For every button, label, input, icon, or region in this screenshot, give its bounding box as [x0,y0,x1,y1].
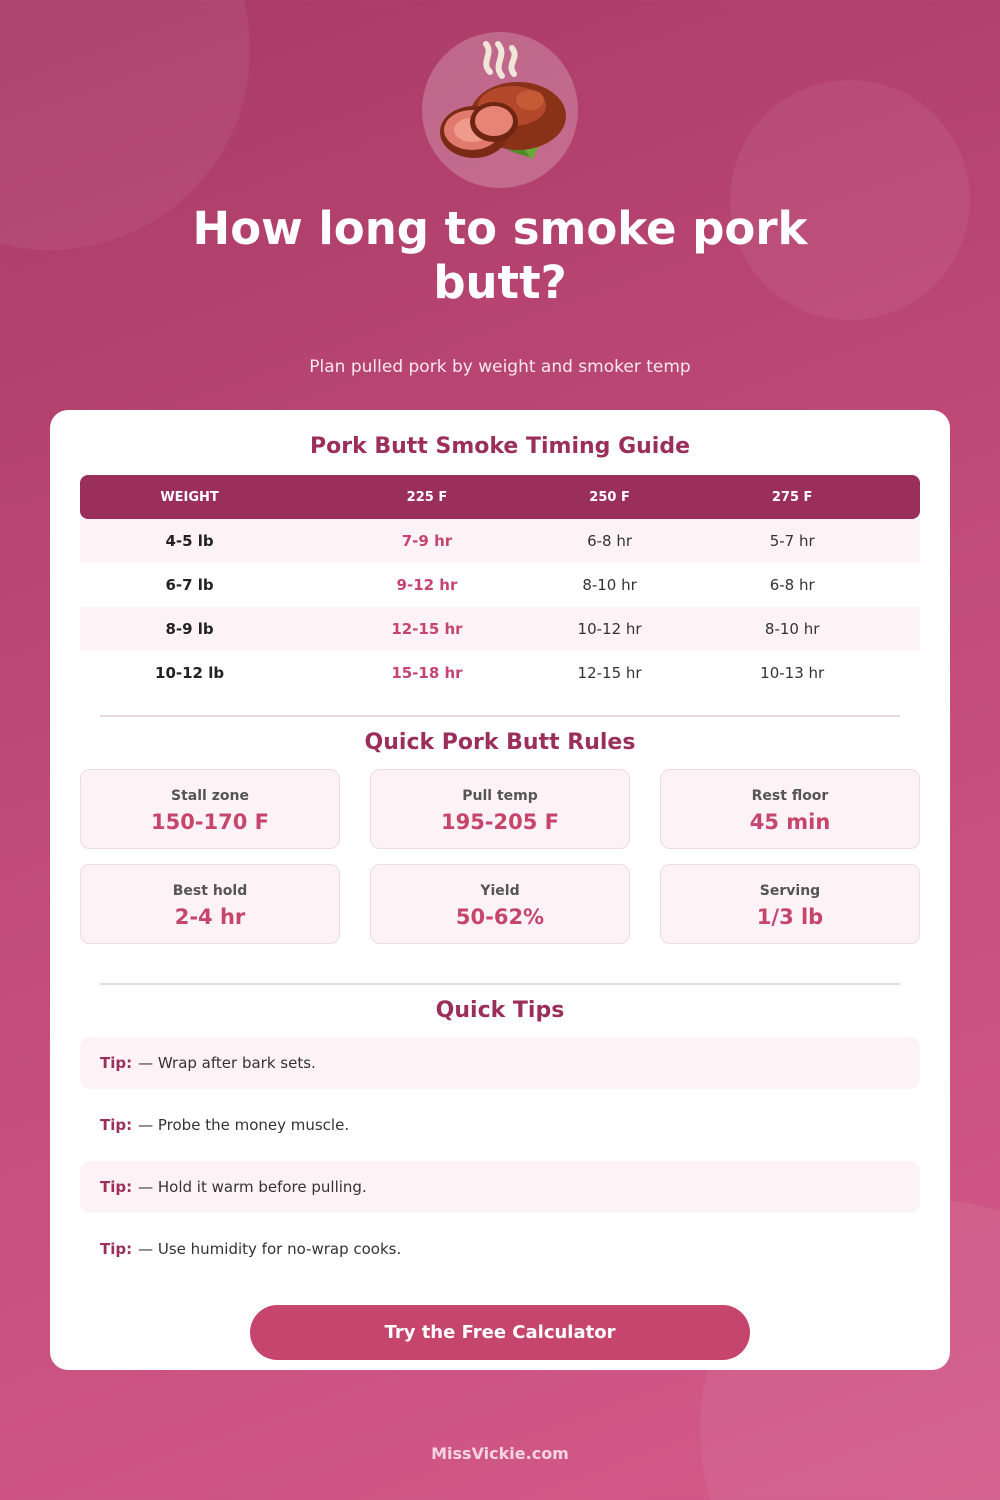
time-250-cell: 6-8 hr [587,532,633,550]
tip-label: Tip: [100,1178,133,1196]
time-275-cell: 5-7 hr [769,532,815,550]
table-header [80,475,920,519]
time-275-cell: 10-13 hr [760,664,825,682]
section-divider [100,715,900,717]
tip-label: Tip: [100,1054,133,1072]
weight-cell: 6-7 lb [165,576,214,594]
tip-item [80,1223,920,1275]
section-divider [100,983,900,985]
rule-label: Serving [759,883,821,899]
time-225-cell: 15-18 hr [391,664,463,682]
rule-card-pull-temp [370,769,630,849]
time-250-cell: 8-10 hr [582,576,637,594]
tip-text: — Probe the money muscle. [138,1116,350,1134]
tip-label: Tip: [100,1240,133,1258]
table-row [80,519,920,563]
rule-card-serving [660,864,920,944]
time-250-cell: 10-12 hr [577,620,642,638]
weight-cell: 4-5 lb [165,532,214,550]
tip-text: — Use humidity for no-wrap cooks. [138,1240,402,1258]
tip-item [80,1161,920,1213]
tip-item [80,1099,920,1151]
time-275-cell: 8-10 hr [764,620,820,638]
time-275-cell: 6-8 hr [769,576,815,594]
rule-value: 150-170 F [150,810,270,834]
column-header-weight: WEIGHT [160,489,219,505]
rules-title: Quick Pork Butt Rules [364,730,636,755]
column-header-275: 275 F [771,489,813,505]
rule-card-stall-zone [80,769,340,849]
page-title: How long to smoke pork butt? [192,202,808,309]
timing-table [80,475,920,695]
smoked-pork-roast-icon [422,32,578,188]
content-card [50,410,950,1370]
tips-list [80,1037,920,1285]
tip-text: — Hold it warm before pulling. [138,1178,367,1196]
table-row [80,607,920,651]
rule-label: Rest floor [751,788,829,804]
tip-item [80,1037,920,1089]
tips-title: Quick Tips [435,998,565,1023]
rule-label: Yield [480,883,520,899]
timing-guide-title: Pork Butt Smoke Timing Guide [309,434,690,459]
rule-value: 2-4 hr [174,905,246,929]
weight-cell: 8-9 lb [165,620,214,638]
page-subtitle: Plan pulled pork by weight and smoker temp [309,357,691,377]
weight-cell: 10-12 lb [155,664,225,682]
footer-brand[interactable]: MissVickie.com [431,1444,569,1463]
rule-label: Stall zone [171,788,249,804]
rule-card-yield [370,864,630,944]
column-header-250: 250 F [589,489,630,505]
rule-label: Best hold [172,883,248,899]
time-225-cell: 12-15 hr [391,620,463,638]
rule-label: Pull temp [462,788,538,804]
rule-card-best-hold [80,864,340,944]
tip-label: Tip: [100,1116,133,1134]
time-225-cell: 9-12 hr [396,576,458,594]
column-header-225: 225 F [406,489,448,505]
table-row [80,563,920,607]
free-calculator-button[interactable]: Try the Free Calculator [250,1305,750,1360]
rule-value: 1/3 lb [756,905,824,929]
tip-text: — Wrap after bark sets. [138,1054,316,1072]
rule-value: 50-62% [455,905,545,929]
rule-value: 195-205 F [440,810,560,834]
rule-value: 45 min [749,810,831,834]
time-225-cell: 7-9 hr [401,532,453,550]
time-250-cell: 12-15 hr [577,664,642,682]
table-row [80,651,920,695]
rule-card-rest-floor [660,769,920,849]
